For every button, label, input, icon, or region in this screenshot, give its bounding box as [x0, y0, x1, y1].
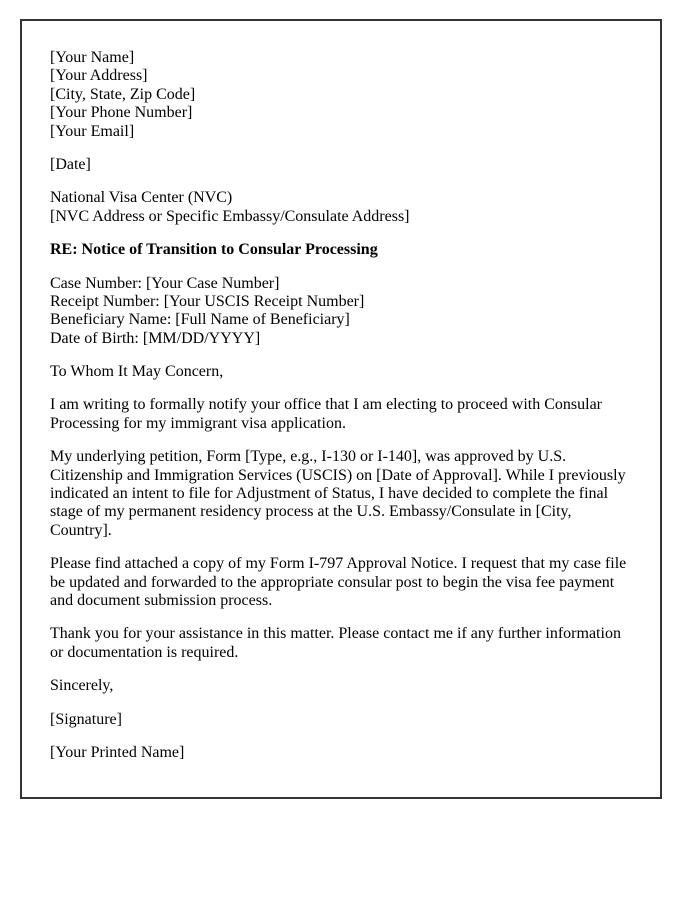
sender-phone: [Your Phone Number] — [50, 104, 193, 122]
sender-address: [Your Address] — [50, 67, 148, 85]
sender-name: [Your Name] — [50, 49, 135, 66]
sender-block — [50, 49, 627, 141]
letter-container — [20, 19, 662, 799]
body-paragraph-3: Please find attached a copy of my Form I-797 Approval Notice. I request that my case file be updated and forwarded to the appropriate consular post to begin the visa fee payment and document submission process. — [50, 555, 627, 609]
sender-email: [Your Email] — [50, 122, 135, 140]
case-details-block — [50, 275, 627, 349]
sender-city-state-zip: [City, State, Zip Code] — [50, 85, 196, 103]
case-number-line: Case Number: [Your Case Number] — [50, 274, 280, 292]
date-of-birth-line: Date of Birth: [MM/DD/YYYY] — [50, 329, 261, 347]
salutation-line: To Whom It May Concern, — [50, 363, 224, 381]
body-paragraph-1: I am writing to formally notify your office that I am electing to proceed with Consular Processing for my immigrant visa application. — [50, 396, 602, 432]
recipient-block — [50, 189, 627, 226]
date-line — [50, 156, 627, 174]
closing-line: Sincerely, — [50, 677, 114, 695]
body-paragraph-2: My underlying petition, Form [Type, e.g., I-130 or I-140], was approved by U.S. Citizenship and Immigration Services (USCIS) on [Date of Approval]. While I previously indicated an intent to file for Adjustment of Status, I have decided to complete the final stage of my permanent residency process at the U.S. Embassy/Consulate in [City, Country]. — [50, 448, 626, 539]
printed-name-placeholder: [Your Printed Name] — [50, 743, 185, 761]
signature-placeholder: [Signature] — [50, 710, 122, 728]
recipient-org: National Visa Center (NVC) — [50, 189, 233, 207]
beneficiary-name-line: Beneficiary Name: [Full Name of Beneficiary] — [50, 311, 350, 329]
subject-line: RE: Notice of Transition to Consular Processing — [50, 241, 378, 259]
receipt-number-line: Receipt Number: [Your USCIS Receipt Number] — [50, 292, 365, 310]
recipient-address: [NVC Address or Specific Embassy/Consulate Address] — [50, 207, 410, 225]
body-paragraph-4: Thank you for your assistance in this matter. Please contact me if any further information or documentation is required. — [50, 625, 621, 661]
date-placeholder: [Date] — [50, 155, 91, 173]
